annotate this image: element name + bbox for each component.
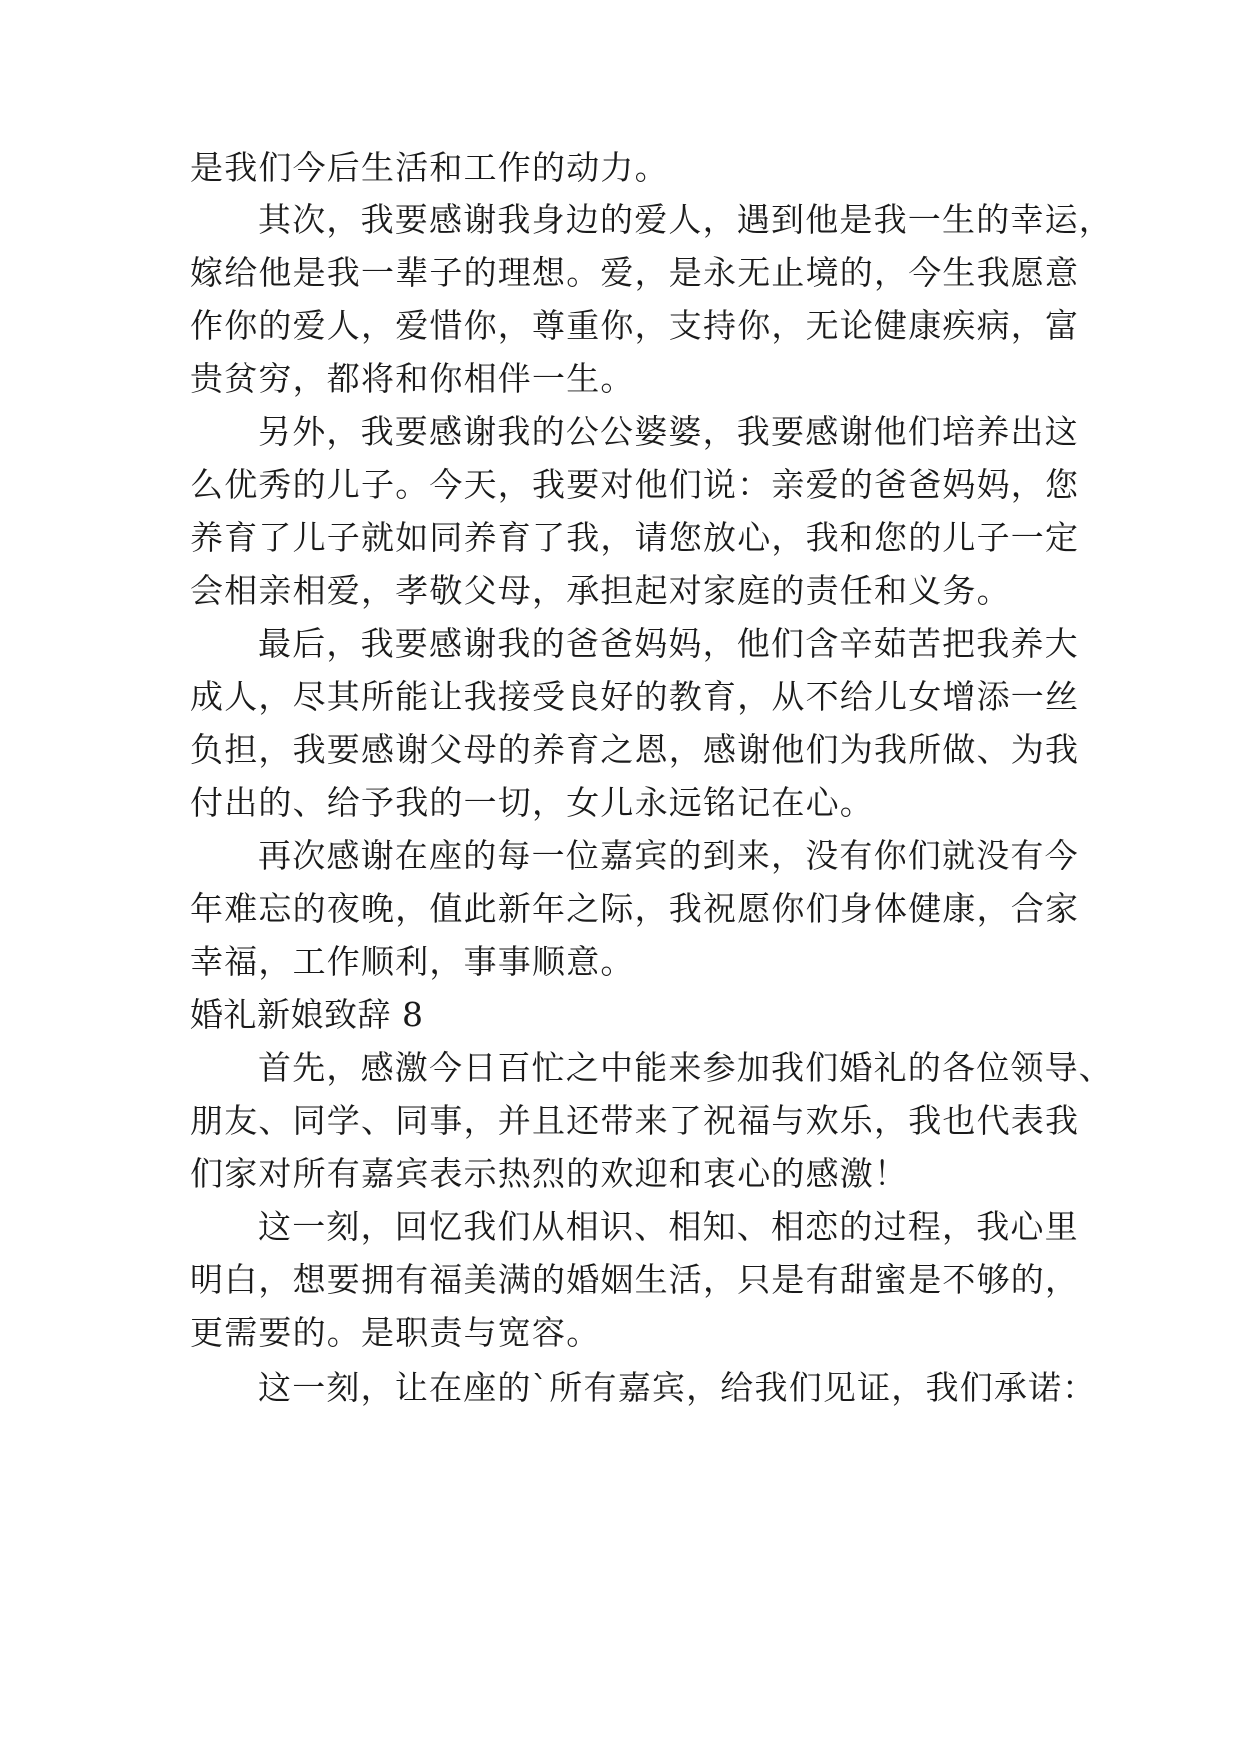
paragraph-line: 另外，我要感谢我的公公婆婆，我要感谢他们培养出这 xyxy=(258,412,1079,451)
paragraph-line: 这一刻，让在座的`所有嘉宾，给我们见证，我们承诺： xyxy=(258,1368,1097,1407)
paragraph-line: 么优秀的儿子。今天，我要对他们说：亲爱的爸爸妈妈，您 xyxy=(190,465,1080,504)
paragraph-line: 其次，我要感谢我身边的爱人，遇到他是我一生的幸运， xyxy=(258,200,1113,239)
paragraph-line: 更需要的。是职责与宽容。 xyxy=(190,1313,601,1352)
paragraph-line: 嫁给他是我一辈子的理想。爱，是永无止境的，今生我愿意 xyxy=(190,253,1080,292)
paragraph-line: 们家对所有嘉宾表示热烈的欢迎和衷心的感激！ xyxy=(190,1154,909,1193)
paragraph-line: 朋友、同学、同事，并且还带来了祝福与欢乐，我也代表我 xyxy=(190,1101,1080,1140)
paragraph-line: 明白，想要拥有福美满的婚姻生活，只是有甜蜜是不够的， xyxy=(190,1260,1080,1299)
paragraph-line: 负担，我要感谢父母的养育之恩，感谢他们为我所做、为我 xyxy=(190,730,1080,769)
paragraph-line: 成人，尽其所能让我接受良好的教育，从不给儿女增添一丝 xyxy=(190,677,1080,716)
section-heading: 婚礼新娘致辞 8 xyxy=(190,995,424,1034)
paragraph-line: 首先，感激今日百忙之中能来参加我们婚礼的各位领导、 xyxy=(258,1048,1113,1087)
paragraph-line: 贵贫穷，都将和你相伴一生。 xyxy=(190,359,635,398)
paragraph-line: 这一刻，回忆我们从相识、相知、相恋的过程，我心里 xyxy=(258,1207,1079,1246)
paragraph-line: 是我们今后生活和工作的动力。 xyxy=(190,148,669,187)
paragraph-line: 会相亲相爱，孝敬父母，承担起对家庭的责任和义务。 xyxy=(190,571,1011,610)
paragraph-line: 最后，我要感谢我的爸爸妈妈，他们含辛茹苦把我养大 xyxy=(258,624,1079,663)
paragraph-line: 付出的、给予我的一切，女儿永远铭记在心。 xyxy=(190,783,874,822)
paragraph-line: 再次感谢在座的每一位嘉宾的到来，没有你们就没有今 xyxy=(258,836,1079,875)
paragraph-line: 年难忘的夜晚，值此新年之际，我祝愿你们身体健康，合家 xyxy=(190,889,1080,928)
paragraph-line: 作你的爱人，爱惜你，尊重你，支持你，无论健康疾病，富 xyxy=(190,306,1080,345)
paragraph-line: 幸福，工作顺利，事事顺意。 xyxy=(190,942,635,981)
paragraph-line: 养育了儿子就如同养育了我，请您放心，我和您的儿子一定 xyxy=(190,518,1080,557)
